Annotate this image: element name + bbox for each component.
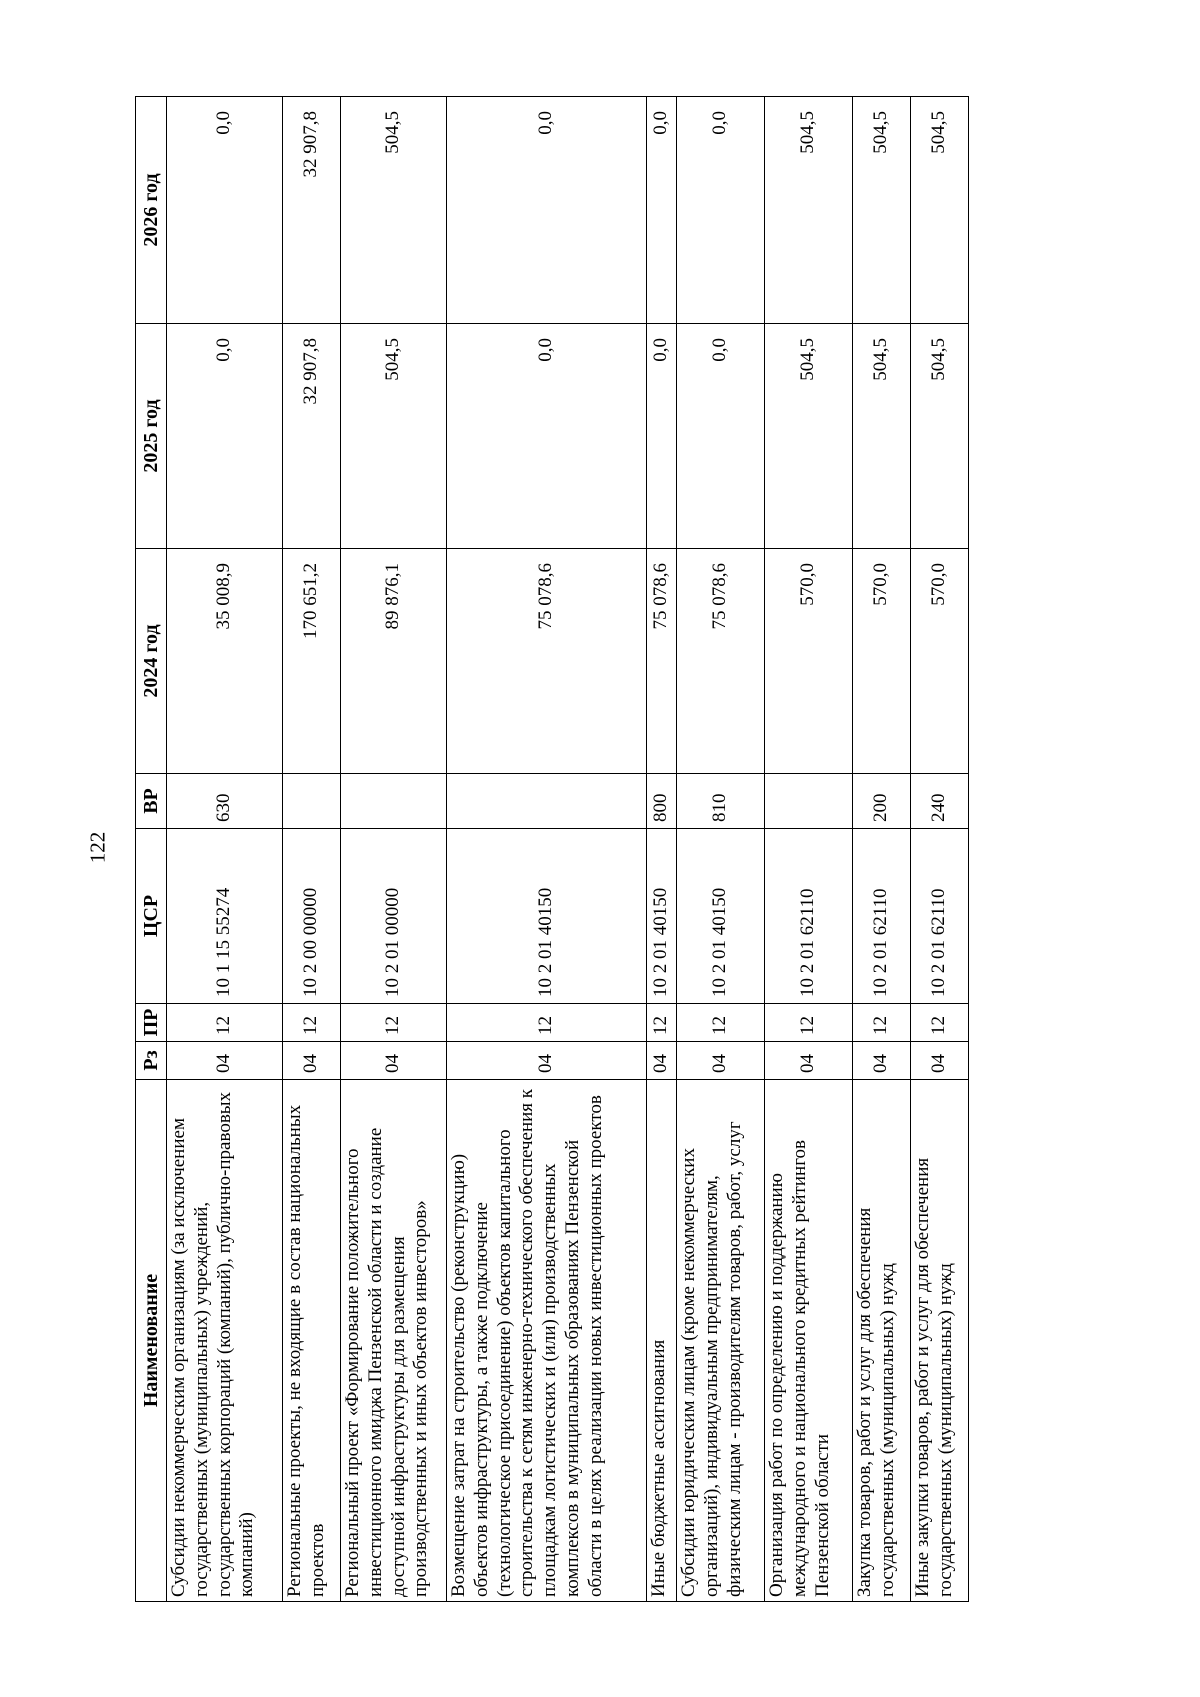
header-pr: ПР [136,1004,167,1042]
row-2024: 35 008,9 [167,549,283,774]
row-2025: 32 907,8 [283,324,341,549]
row-2024: 75 078,6 [677,549,765,774]
table-row [283,97,341,1602]
row-name: Возмещение затрат на строительство (реконструкцию) объектов инфраструктуры, а также подключение (технологическое присоединение) объектов капитального строительства к сетям инженерно-технического обеспечения к площадкам логистических и (или) производственных комплексов в муниципальных образованиях Пензенской области в целях реализации новых инвестиционных проектов [447,1080,647,1602]
row-2025: 0,0 [167,324,283,549]
row-2024: 570,0 [765,549,853,774]
row-rz: 04 [167,1042,283,1080]
table-row [765,97,853,1602]
row-2025: 0,0 [447,324,647,549]
table-row [167,97,283,1602]
row-2025: 504,5 [765,324,853,549]
row-2024: 89 876,1 [341,549,447,774]
row-csr: 10 2 01 62110 [853,829,911,1004]
page-number: 122 [85,831,110,864]
row-2026: 504,5 [911,97,969,324]
header-name: Наименование [136,1080,167,1602]
row-2026: 504,5 [341,97,447,324]
table-row [911,97,969,1602]
row-2025: 504,5 [911,324,969,549]
header-rz: Рз [136,1042,167,1080]
table-row [341,97,447,1602]
row-name: Организация работ по определению и поддержанию международного и национального кредитных рейтингов Пензенской области [765,1080,853,1602]
row-vr: 200 [853,774,911,829]
row-2025: 504,5 [341,324,447,549]
row-name: Закупка товаров, работ и услуг для обеспечения государственных (муниципальных) нужд [853,1080,911,1602]
row-rz: 04 [647,1042,677,1080]
row-pr: 12 [647,1004,677,1042]
row-rz: 04 [911,1042,969,1080]
row-2026: 504,5 [853,97,911,324]
row-2024: 75 078,6 [447,549,647,774]
row-csr: 10 2 01 40150 [447,829,647,1004]
row-2024: 170 651,2 [283,549,341,774]
row-2026: 504,5 [765,97,853,324]
row-rz: 04 [341,1042,447,1080]
row-pr: 12 [677,1004,765,1042]
budget-table-container [135,97,957,1602]
row-pr: 12 [911,1004,969,1042]
budget-table-rotated [135,97,957,1602]
row-pr: 12 [283,1004,341,1042]
table-body [167,97,969,1602]
row-2026: 0,0 [167,97,283,324]
row-csr: 10 2 01 00000 [341,829,447,1004]
table-row [853,97,911,1602]
row-pr: 12 [853,1004,911,1042]
row-rz: 04 [283,1042,341,1080]
table-row [447,97,647,1602]
row-pr: 12 [341,1004,447,1042]
row-rz: 04 [447,1042,647,1080]
row-2026: 0,0 [677,97,765,324]
row-csr: 10 2 01 62110 [765,829,853,1004]
table-row [677,97,765,1602]
row-pr: 12 [447,1004,647,1042]
header-2026: 2026 год [136,97,167,324]
row-pr: 12 [765,1004,853,1042]
row-name: Субсидии некоммерческим организациям (за исключением государственных (муниципальных) учреждений, государственных корпораций (компаний), публично-правовых компаний) [167,1080,283,1602]
row-2024: 75 078,6 [647,549,677,774]
row-vr: 240 [911,774,969,829]
row-2025: 504,5 [853,324,911,549]
row-name: Региональные проекты, не входящие в состав национальных проектов [283,1080,341,1602]
row-2024: 570,0 [853,549,911,774]
row-pr: 12 [167,1004,283,1042]
row-vr [283,774,341,829]
row-rz: 04 [677,1042,765,1080]
header-row [136,97,167,1602]
row-csr: 10 2 00 00000 [283,829,341,1004]
row-rz: 04 [853,1042,911,1080]
header-2024: 2024 год [136,549,167,774]
header-2025: 2025 год [136,324,167,549]
row-2025: 0,0 [647,324,677,549]
row-name: Иные закупки товаров, работ и услуг для обеспечения государственных (муниципальных) нужд [911,1080,969,1602]
table-row [647,97,677,1602]
row-2026: 32 907,8 [283,97,341,324]
row-csr: 10 2 01 40150 [647,829,677,1004]
row-vr: 810 [677,774,765,829]
row-name: Региональный проект «Формирование положительного инвестиционного имиджа Пензенской области и создание доступной инфраструктуры для размещения производственных и иных объектов инвесторов» [341,1080,447,1602]
row-2026: 0,0 [447,97,647,324]
row-csr: 10 2 01 40150 [677,829,765,1004]
header-csr: ЦСР [136,829,167,1004]
row-name: Субсидии юридическим лицам (кроме некоммерческих организаций), индивидуальным предпринимателям, физическим лицам - производителям товаров, работ, услуг [677,1080,765,1602]
row-name: Иные бюджетные ассигнования [647,1080,677,1602]
row-csr: 10 1 15 55274 [167,829,283,1004]
row-2025: 0,0 [677,324,765,549]
row-vr [765,774,853,829]
row-rz: 04 [765,1042,853,1080]
header-vr: ВР [136,774,167,829]
row-vr: 800 [647,774,677,829]
row-vr: 630 [167,774,283,829]
budget-table [135,96,969,1602]
row-vr [341,774,447,829]
row-2026: 0,0 [647,97,677,324]
row-vr [447,774,647,829]
row-csr: 10 2 01 62110 [911,829,969,1004]
row-2024: 570,0 [911,549,969,774]
